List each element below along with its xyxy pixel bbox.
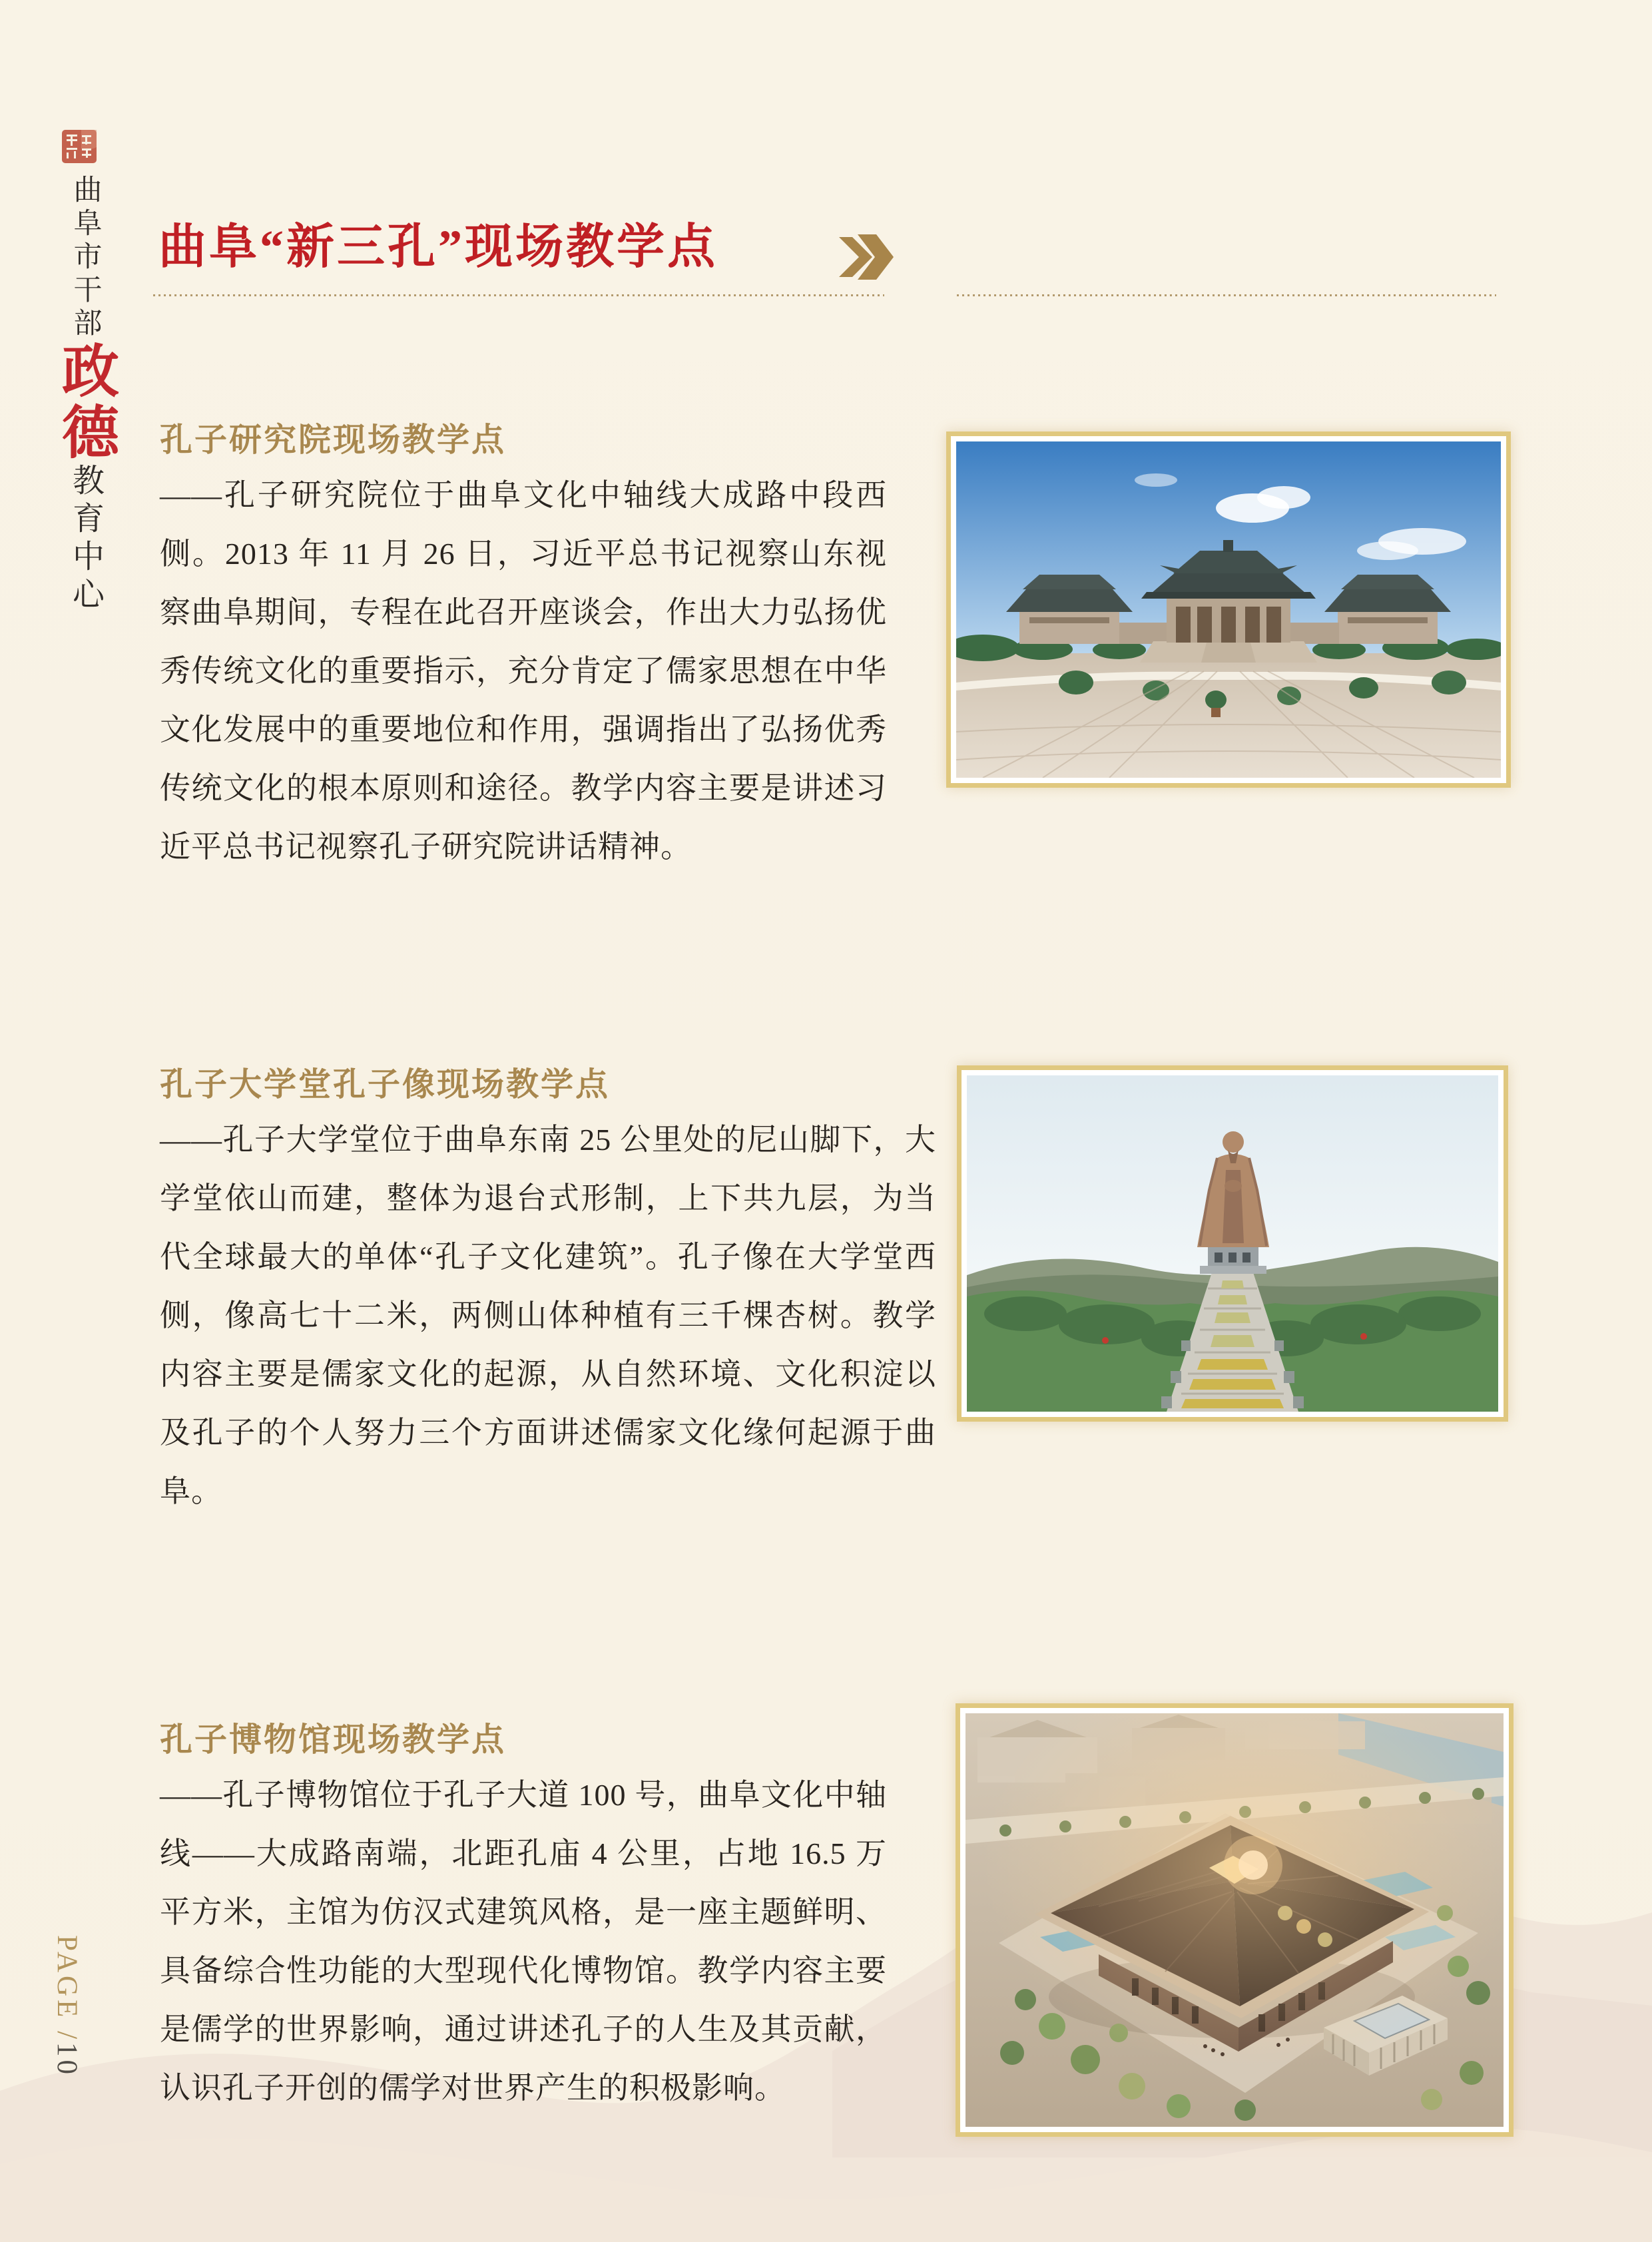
header-rule-left	[153, 294, 884, 296]
research-institute-photo-illustration	[956, 441, 1501, 778]
page-number-label: PAGE /	[51, 1935, 83, 2043]
section-heading-research-institute: 孔子研究院现场教学点	[160, 421, 507, 458]
page-number	[51, 1935, 83, 2135]
double-right-chevron-icon	[838, 234, 894, 280]
calligraphy-seal-icon	[61, 129, 97, 164]
org-name-highlight: 政德	[53, 341, 117, 463]
section-heading-confucius-museum: 孔子博物馆现场教学点	[160, 1721, 507, 1758]
section-body-research-institute: ——孔子研究院位于曲阜文化中轴线大成路中段西侧。2013 年 11 月 26 日，习近平总书记视察山东视察曲阜期间，专程在此召开座谈会，作出大力弘扬优秀传统文化的重要指示，充分肯定了儒家思想在中华文化发展中的重要地位和作用，强调指出了弘扬优秀传统文化的根本原则和途径。教学内容主要是讲述习近平总书记视察孔子研究院讲话精神。	[160, 478, 887, 864]
sidebar-organization-name	[53, 174, 117, 627]
section-body-confucius-museum: ——孔子博物馆位于孔子大道 100 号，曲阜文化中轴线——大成路南端，北距孔庙 4 公里，占地 16.5 万平方米，主馆为仿汉式建筑风格，是一座主题鲜明、具备综合性功能的大型现代化博物馆。教学内容主要是儒学的世界影响，通过讲述孔子的人生及其贡献，认识孔子开创的儒学对世界产生的积极影响。	[160, 1778, 887, 2105]
section-heading-confucius-statue: 孔子大学堂孔子像现场教学点	[160, 1066, 611, 1103]
photo-research-institute	[946, 431, 1511, 788]
page-number-value: 10	[51, 2042, 83, 2078]
photo-confucius-statue	[957, 1065, 1508, 1422]
page-title: 曲阜“新三孔”现场教学点	[158, 220, 718, 274]
org-name-bottom: 教育中心	[67, 463, 103, 615]
confucius-statue-photo-illustration	[967, 1075, 1498, 1412]
header-rule-right	[957, 294, 1496, 296]
org-name-top: 曲阜市干部	[69, 174, 101, 341]
confucius-museum-photo-illustration	[965, 1713, 1504, 2127]
photo-confucius-museum	[956, 1703, 1514, 2137]
section-body-confucius-statue: ——孔子大学堂位于曲阜东南 25 公里处的尼山脚下，大学堂依山而建，整体为退台式形制，上下共九层，为当代全球最大的单体“孔子文化建筑”。孔子像在大学堂西侧，像高七十二米，两侧山体种植有三千棵杏树。教学内容主要是儒家文化的起源，从自然环境、文化积淀以及孔子的个人努力三个方面讲述儒家文化缘何起源于曲阜。	[160, 1123, 936, 1508]
